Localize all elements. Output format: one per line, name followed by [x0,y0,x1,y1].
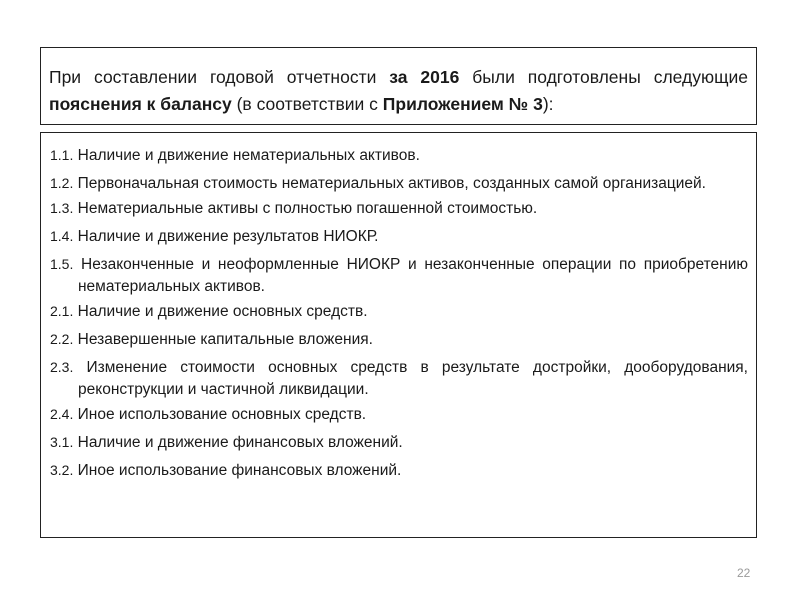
intro-text-3: (в соответствии с [231,94,383,114]
item-number: 3.2. [50,462,74,478]
list-item [50,459,748,482]
list-item [50,172,748,195]
intro-text-4: ): [542,94,554,114]
item-number: 2.3. [50,359,74,375]
item-number: 1.1. [50,147,74,163]
item-text: Изменение стоимости основных средств в результате достройки, дооборудования, реконструкции и частичной ликвидации. [73,359,748,398]
intro-box [40,47,757,125]
list-item [50,225,748,248]
list-item [50,253,748,298]
intro-text-2: были подготовлены следующие [459,67,748,87]
item-text: Иное использование финансовых вложений. [73,462,402,479]
item-number: 1.2. [50,175,74,191]
item-text: Наличие и движение основных средств. [73,303,368,320]
list-item [50,431,748,454]
intro-text-1: При составлении годовой отчетности [49,67,390,87]
list-item [50,403,748,426]
item-text: Наличие и движение финансовых вложений. [73,434,403,451]
list-item [50,328,748,351]
item-text: Незаконченные и неоформленные НИОКР и незаконченные операции по приобретению нематериальных активов. [73,256,748,295]
list-item [50,300,748,323]
item-number: 2.1. [50,303,74,319]
item-number: 3.1. [50,434,74,450]
item-text: Первоначальная стоимость нематериальных активов, созданных самой организацией. [73,175,706,192]
item-text: Наличие и движение результатов НИОКР. [73,228,379,245]
item-text: Наличие и движение нематериальных активов. [73,147,420,164]
item-text: Незавершенные капитальные вложения. [73,331,373,348]
item-text: Иное использование основных средств. [73,406,367,423]
list-item [50,197,748,220]
slide-number: 22 [737,566,751,580]
intro-year: за 2016 [389,67,460,87]
item-number: 1.5. [50,256,74,272]
list-item [50,144,748,167]
item-number: 2.2. [50,331,74,347]
explanations-list [40,132,757,538]
item-text: Нематериальные активы с полностью погашенной стоимостью. [73,200,538,217]
intro-appendix: Приложением № 3 [382,94,543,114]
intro-term: пояснения к балансу [49,94,232,114]
item-number: 1.3. [50,200,74,216]
list-item [50,356,748,401]
item-number: 2.4. [50,406,74,422]
item-number: 1.4. [50,228,74,244]
